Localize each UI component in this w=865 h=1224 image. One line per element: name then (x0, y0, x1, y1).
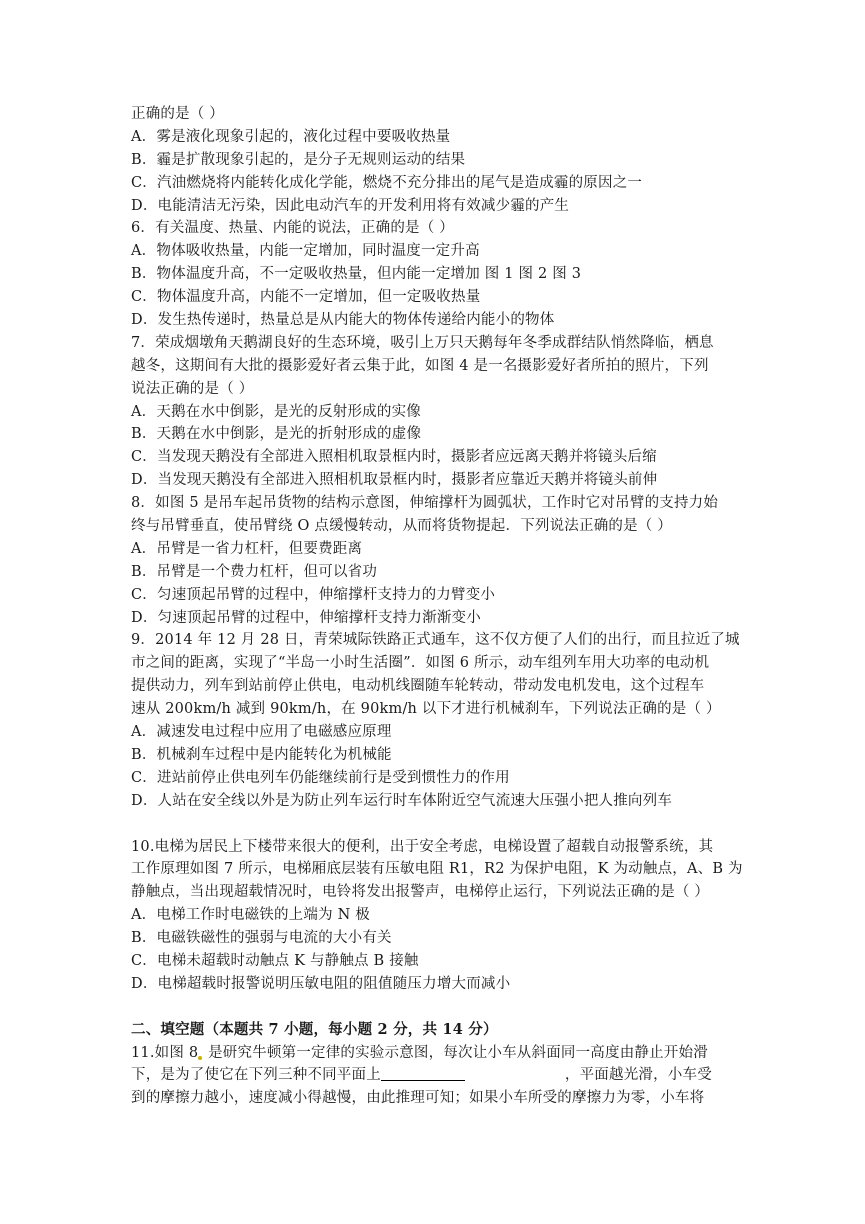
text-line: D．电梯超载时报警说明压敏电阻的阻值随压力增大而减小 (131, 975, 511, 992)
answer-blank[interactable] (381, 1066, 465, 1081)
text-line: 速从 200km/h 减到 90km/h，在 90km/h 以下才进行机械刹车，下列说法正确的是（ ） (131, 701, 721, 718)
text-line: A．电梯工作时电磁铁的上端为 N 极 (131, 907, 370, 924)
question-lines (131, 103, 741, 1019)
text-line: 越冬，这期间有大批的摄影爱好者云集于此，如图 4 是一名摄影爱好者所拍的照片，下列 (131, 357, 709, 374)
text-line: A．吊臂是一省力杠杆，但要费距离 (131, 540, 363, 557)
question-11-line-1 (131, 1042, 741, 1065)
text-line: 8．如图 5 是吊车起吊货物的结构示意图，伸缩撑杆为圆弧状，工作时它对吊臂的支持力始 (131, 495, 719, 512)
q11-line1-pre: 11.如图 8 (131, 1044, 199, 1061)
text-line: 10.电梯为居民上下楼带来很大的便利，出于安全考虑，电梯设置了超载自动报警系统，其 (131, 838, 714, 855)
text-line: B．电磁铁磁性的强弱与电流的大小有关 (131, 930, 392, 947)
text-line: 7．荣成烟墩角天鹅湖良好的生态环境，吸引上万只天鹅每年冬季成群结队悄然降临，栖息 (131, 334, 714, 351)
question-11-line-3: 到的摩擦力越小，速度减小得越慢，由此推理可知；如果小车所受的摩擦力为零，小车将 (131, 1090, 705, 1107)
text-line: 市之间的距离，实现了“半岛一小时生活圈”．如图 6 所示，动车组列车用大功率的电动机 (131, 655, 710, 672)
text-line: B．物体温度升高，不一定吸收热量，但内能一定增加 图 1 图 2 图 3 (131, 266, 582, 283)
text-line (131, 813, 741, 836)
text-line: C．电梯未超载时动触点 K 与静触点 B 接触 (131, 952, 419, 969)
text-line: B．天鹅在水中倒影，是光的折射形成的虚像 (131, 426, 422, 443)
text-line: 9．2014 年 12 月 28 日，青荣城际铁路正式通车，这不仅方便了人们的出行，而且拉近了城 (131, 632, 740, 649)
text-line: B．霾是扩散现象引起的，是分子无规则运动的结果 (131, 151, 466, 168)
edit-marker-dot (198, 1056, 202, 1060)
text-line: B．机械刹车过程中是内能转化为机械能 (131, 746, 392, 763)
text-line: A．雾是液化现象引起的，液化过程中要吸收热量 (131, 128, 451, 145)
text-line: B．吊臂是一个费力杠杆，但可以省功 (131, 563, 378, 580)
text-line: 说法正确的是（ ） (131, 380, 254, 397)
section-heading: 二、填空题（本题共 7 小题，每小题 2 分，共 14 分） (131, 1020, 498, 1038)
text-line: 静触点，当出现超载情况时，电铃将发出报警声，电梯停止运行，下列说法正确的是（ ） (131, 884, 710, 901)
text-line: A．减速发电过程中应用了电磁感应原理 (131, 724, 392, 741)
text-line (131, 996, 741, 1019)
text-line: A．天鹅在水中倒影，是光的反射形成的实像 (131, 403, 421, 420)
q11-line1-post: 是研究牛顿第一定律的实验示意图，每次让小车从斜面同一高度由静止开始滑 (203, 1044, 708, 1061)
text-line: D．发生热传递时，热量总是从内能大的物体传递给内能小的物体 (131, 312, 555, 329)
text-line: C．当发现天鹅没有全部进入照相机取景框内时，摄影者应远离天鹅并将镜头后缩 (131, 449, 657, 466)
text-line: C．匀速顶起吊臂的过程中，伸缩撑杆支持力的力臂变小 (131, 586, 496, 603)
question-11-line-2 (131, 1064, 741, 1087)
q11-line2-pre: 下，是为了使它在下列三种不同平面上 (131, 1067, 381, 1084)
text-line: D．当发现天鹅没有全部进入照相机取景框内时，摄影者应靠近天鹅并将镜头前伸 (131, 472, 658, 489)
text-line: C．汽油燃烧将内能转化成化学能，燃烧不充分排出的尾气是造成霾的原因之一 (131, 174, 643, 191)
text-line: D．匀速顶起吊臂的过程中，伸缩撑杆支持力渐渐变小 (131, 609, 481, 626)
q11-line2-post: ，平面越光滑，小车受 (564, 1067, 712, 1084)
text-line: C．物体温度升高，内能不一定增加，但一定吸收热量 (131, 289, 481, 306)
text-line: A．物体吸收热量，内能一定增加，同时温度一定升高 (131, 243, 480, 260)
text-line: D．人站在安全线以外是为防止列车运行时车体附近空气流速大压强小把人推向列车 (131, 792, 673, 809)
text-line: 提供动力，列车到站前停止供电，电动机线圈随车轮转动，带动发电机发电，这个过程车 (131, 678, 705, 695)
text-line: 6．有关温度、热量、内能的说法，正确的是（ ） (131, 220, 454, 237)
text-line: 正确的是（ ） (131, 106, 225, 122)
text-line: C．进站前停止供电列车仍能继续前行是受到惯性力的作用 (131, 769, 510, 786)
document-page (131, 103, 741, 1110)
text-line: 工作原理如图 7 所示，电梯厢底层装有压敏电阻 R1，R2 为保护电阻，K 为动触点，A、B 为 (131, 861, 743, 878)
text-line: 终与吊臂垂直，使吊臂绕 O 点缓慢转动，从而将货物提起．下列说法正确的是（ ） (131, 518, 673, 535)
text-line: D．电能清洁无污染，因此电动汽车的开发利用将有效减少霾的产生 (131, 197, 570, 214)
